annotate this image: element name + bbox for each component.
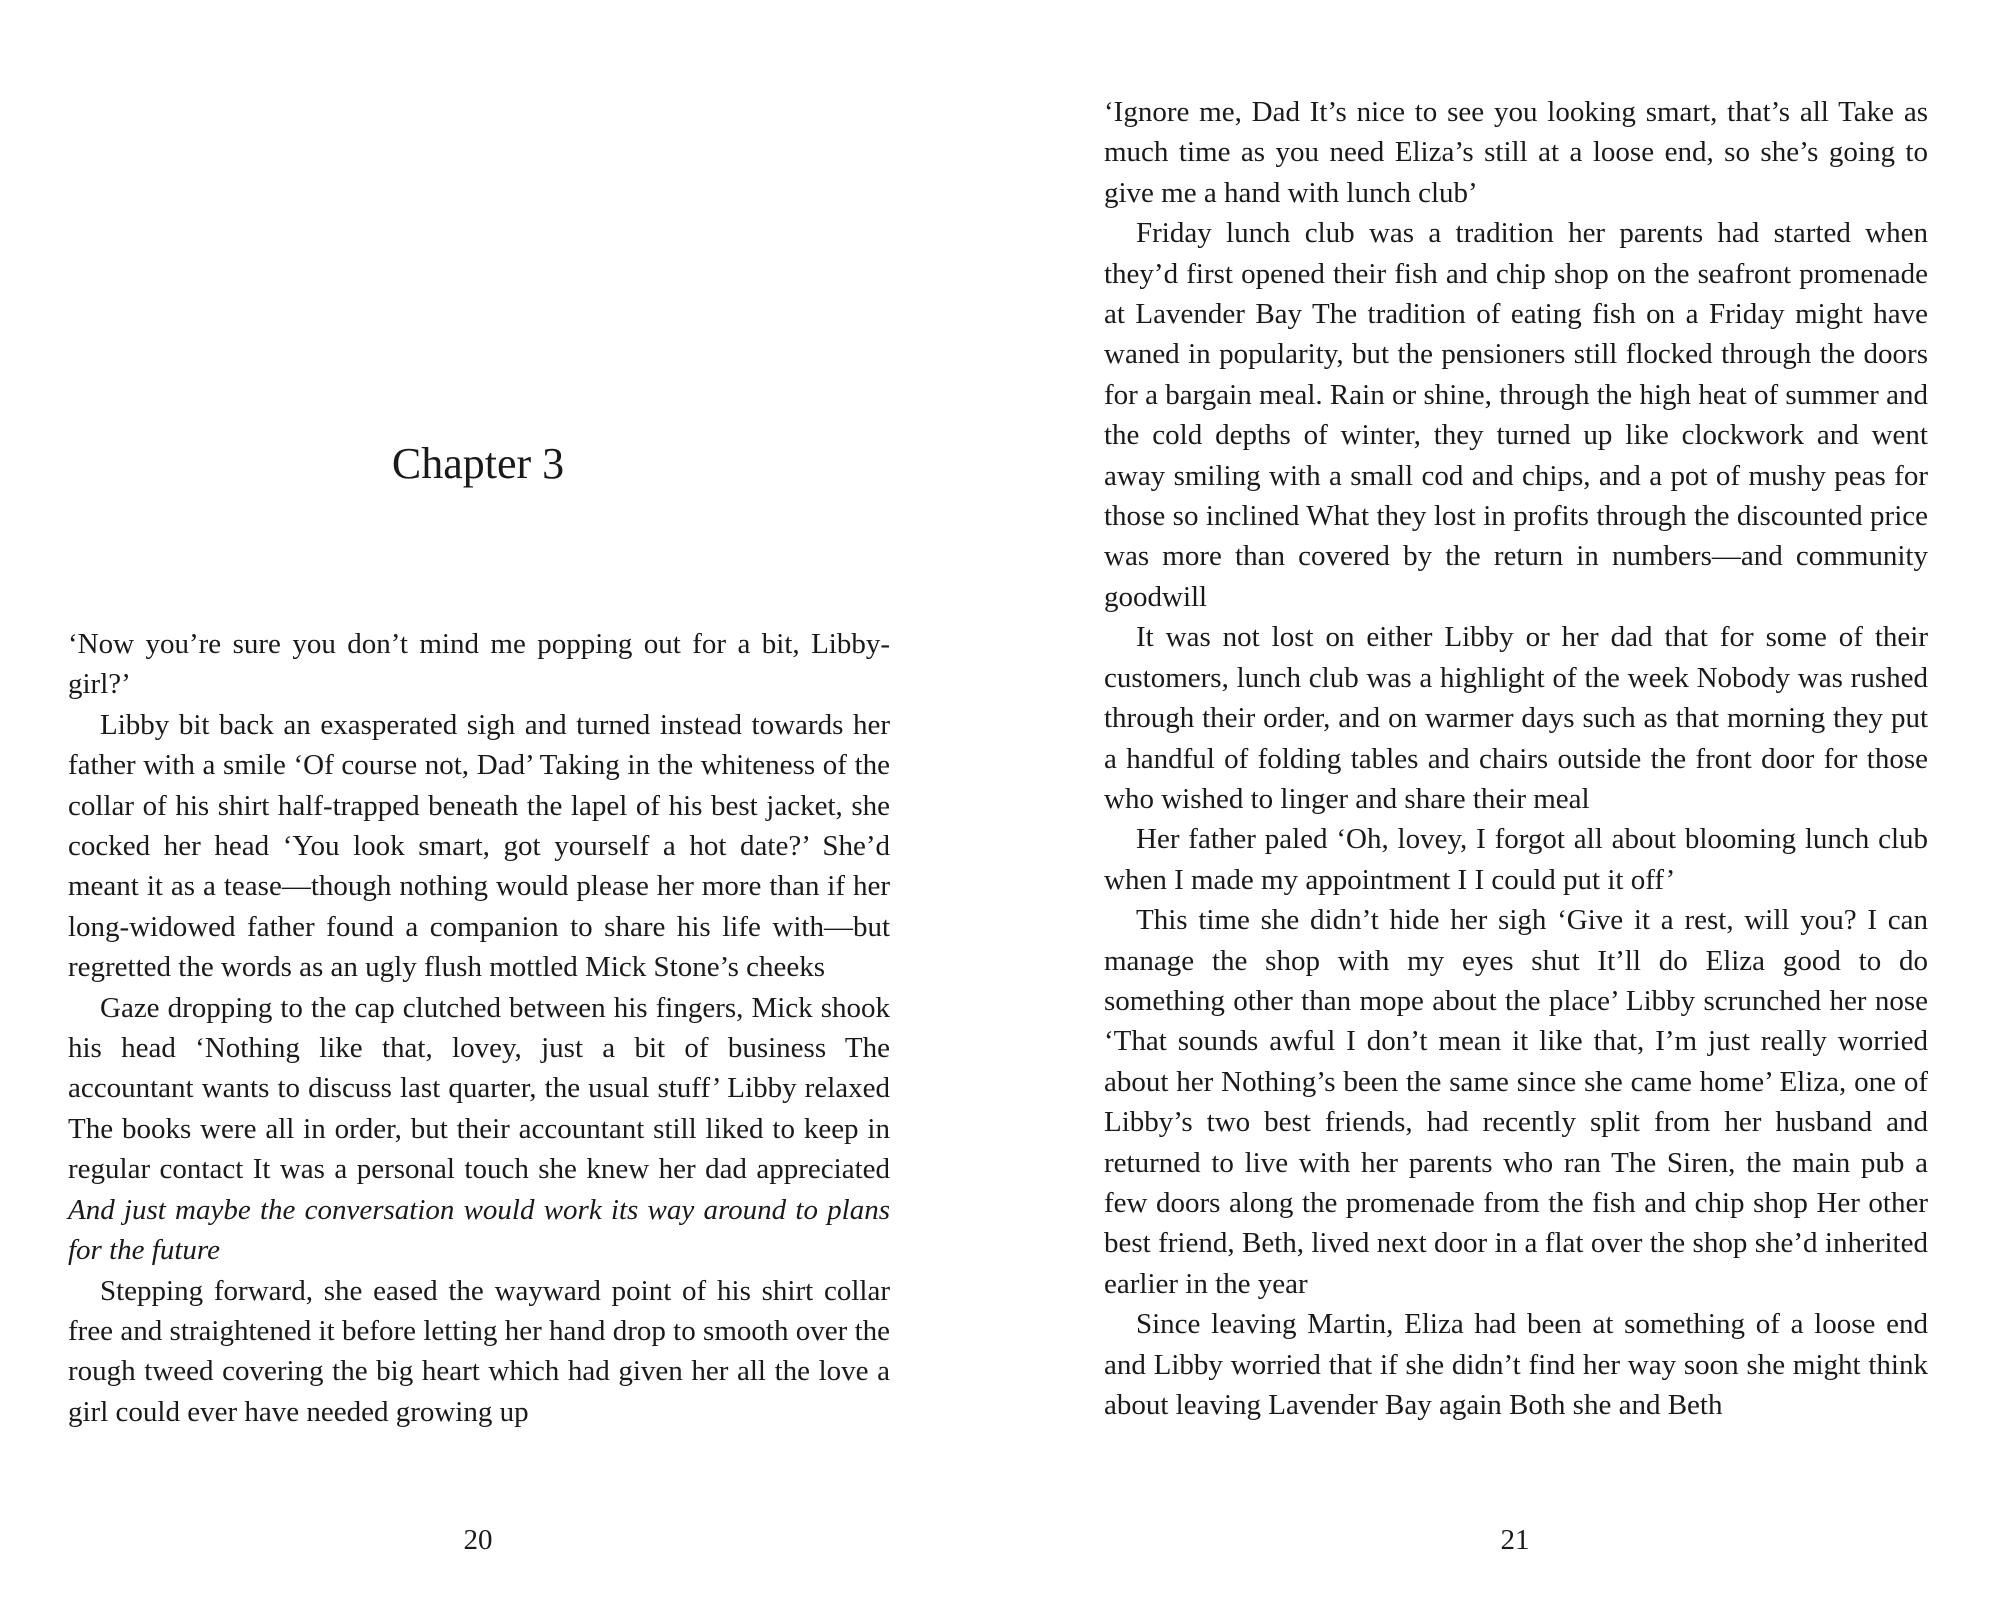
paragraph-text: Gaze dropping to the cap clutched between his fingers, Mick shook his head ‘Nothing like that, lovey, just a bit of business The accountant wants to discuss last quarter, the usual stuff’ Libby relaxed The books were all in order, but their accountant still liked to keep in regular contact It was a personal touch she knew her dad appreciated bbox=[68, 991, 890, 1186]
paragraph: This time she didn’t hide her sigh ‘Give it a rest, will you? I can manage the shop with my eyes shut It’ll do Eliza good to do something other than mope about the place’ Libby scrunched her nose ‘That sounds awful I don’t mean it like that, I’m just really worried about her Nothing’s been the same since she came home’ Eliza, one of Libby’s two best friends, had recently split from her husband and returned to live with her parents who ran The Siren, the main pub a few doors along the promenade from the fish and chip shop Her other best friend, Beth, lived next door in a flat over the shop she’d inherited earlier in the year bbox=[1104, 904, 1928, 1300]
paragraph: Her father paled ‘Oh, lovey, I forgot all about blooming lunch club when I made my appointment I I could put it off’ bbox=[1104, 823, 1928, 896]
paragraph: It was not lost on either Libby or her dad that for some of their customers, lunch club was a highlight of the week Nobody was rushed through their order, and on warmer days such as that morning they put a handful of folding tables and chairs outside the front door for those who wished to linger and share their meal bbox=[1104, 621, 1928, 815]
page-number: 20 bbox=[463, 1524, 493, 1556]
left-page-body bbox=[68, 624, 890, 1432]
paragraph: Libby bit back an exasperated sigh and turned instead towards her father with a smile ‘Of course not, Dad’ Taking in the whiteness of the collar of his shirt half-trapped beneath the lapel of his best jacket, she cocked her head ‘You look smart, got yourself a hot date?’ She’d meant it as a tease—though nothing would please her more than if her long-widowed father found a companion to share his life with—but regretted the words as an ugly flush mottled Mick Stone’s cheeks bbox=[68, 708, 890, 984]
right-page-body bbox=[1104, 92, 1928, 1425]
paragraph: Friday lunch club was a tradition her parents had started when they’d first opened their fish and chip shop on the seafront promenade at Lavender Bay The tradition of eating fish on a Friday might have waned in popularity, but the pensioners still flocked through the doors for a bargain meal. Rain or shine, through the high heat of summer and the cold depths of winter, they turned up like clockwork and went away smiling with a small cod and chips, and a pot of mushy peas for those so inclined What they lost in profits through the discounted price was more than covered by the return in numbers—and community goodwill bbox=[1104, 217, 1928, 613]
paragraph: ‘Ignore me, Dad It’s nice to see you looking smart, that’s all Take as much time as you need Eliza’s still at a loose end, so she’s going to give me a hand with lunch club’ bbox=[1104, 96, 1928, 209]
chapter-title: Chapter 3 bbox=[391, 439, 565, 488]
right-page bbox=[1000, 0, 2000, 1598]
italic-thought: And just maybe the conversation would work its way around to plans for the future bbox=[68, 1193, 890, 1267]
paragraph: Stepping forward, she eased the wayward point of his shirt collar free and straightened it before letting her hand drop to smooth over the rough tweed covering the big heart which had given her all the love a girl could ever have needed growing up bbox=[68, 1274, 890, 1428]
paragraph bbox=[68, 988, 890, 1271]
paragraph: Since leaving Martin, Eliza had been at something of a loose end and Libby worried that if she didn’t find her way soon she might think about leaving Lavender Bay again Both she and Beth bbox=[1104, 1308, 1928, 1421]
page-number: 21 bbox=[1500, 1524, 1530, 1556]
paragraph: ‘Now you’re sure you don’t mind me popping out for a bit, Libby-girl?’ bbox=[68, 628, 890, 701]
